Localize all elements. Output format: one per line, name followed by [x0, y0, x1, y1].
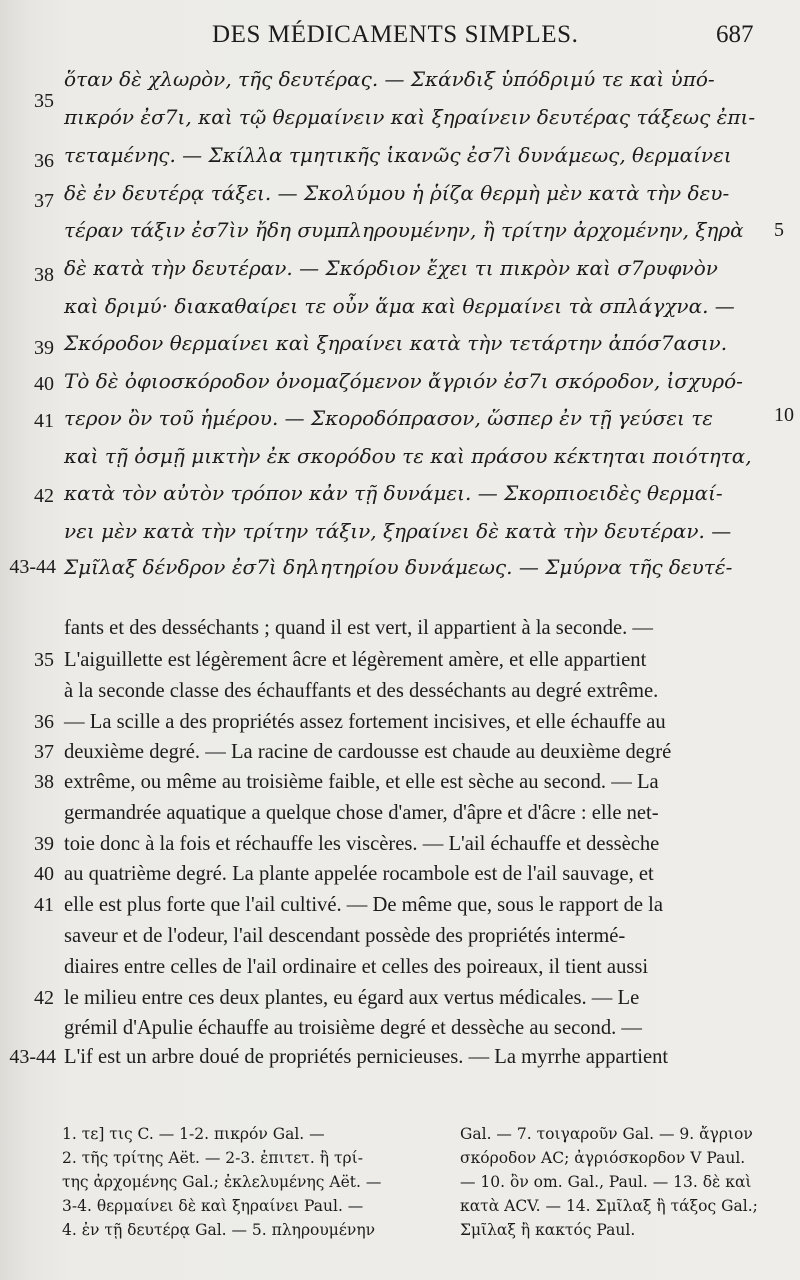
- greek-line-number: 41: [34, 410, 54, 432]
- french-line: le milieu entre ces deux plantes, eu égard aux vertus médicales. — Le: [64, 987, 640, 1009]
- greek-line-number: 39: [34, 337, 54, 359]
- french-line: fants et des desséchants ; quand il est vert, il appartient à la seconde. —: [64, 617, 654, 639]
- greek-line-number: 40: [34, 373, 54, 395]
- greek-line: τερον ὂν τοῦ ἡμέρου. — Σκοροδόπρασον, ὥσπερ ἐν τῇ γεύσει τε: [64, 406, 714, 430]
- french-line: deuxième degré. — La racine de cardousse est chaude au deuxième degré: [64, 741, 672, 763]
- french-line: L'aiguillette est légèrement âcre et légèrement amère, et elle appartient: [64, 649, 647, 671]
- greek-line: Τὸ δὲ ὀφιοσκόροδον ὀνομαζόμενον ἄγριόν ἐσ7ι σκόροδον, ἰσχυρό-: [64, 369, 743, 393]
- footnote-right-line: σκόροδον AC; ἀγριόσκορδον V Paul.: [460, 1149, 746, 1167]
- french-line-number: 36: [34, 711, 54, 733]
- french-line-number: 38: [34, 771, 54, 793]
- greek-margin-number-5: 5: [774, 219, 784, 241]
- greek-line: Σκόροδον θερμαίνει καὶ ξηραίνει κατὰ τὴν τετάρτην ἀπόσ7ασιν.: [64, 331, 728, 355]
- greek-line: πικρόν ἐσ7ι, καὶ τῷ θερμαίνειν καὶ ξηραίνειν δευτέρας τάξεως ἐπι-: [64, 105, 756, 129]
- running-header-title: DES MÉDICAMENTS SIMPLES.: [212, 21, 579, 48]
- greek-line: καὶ δριμύ· διακαθαίρει τε οὖν ἅμα καὶ θερμαίνει τὰ σπλάγχνα. —: [64, 294, 735, 318]
- french-line-number: 43-44: [9, 1046, 56, 1068]
- greek-line-number: 37: [34, 190, 54, 212]
- french-line-number: 40: [34, 863, 54, 885]
- footnote-right-line: — 10. ὂν om. Gal., Paul. — 13. δὲ καὶ: [460, 1173, 752, 1191]
- french-line: au quatrième degré. La plante appelée rocambole est de l'ail sauvage, et: [64, 863, 654, 885]
- french-line: germandrée aquatique a quelque chose d'amer, d'âpre et d'âcre : elle net-: [64, 802, 659, 824]
- greek-line: καὶ τῇ ὀσμῇ μικτὴν ἐκ σκορόδου τε καὶ πράσου κέκτηται ποιότητα,: [64, 444, 752, 468]
- french-line: elle est plus forte que l'ail cultivé. — De même que, sous le rapport de la: [64, 894, 664, 916]
- french-line: à la seconde classe des échauffants et des desséchants au degré extrême.: [64, 680, 659, 702]
- greek-line-number: 36: [34, 150, 54, 172]
- french-line-number: 42: [34, 987, 54, 1009]
- greek-line: ὅταν δὲ χλωρὸν, τῆς δευτέρας. — Σκάνδιξ ὑπόδριμύ τε καὶ ὑπό-: [64, 67, 715, 91]
- greek-line: δὲ ἐν δευτέρᾳ τάξει. — Σκολύμου ἡ ῥίζα θερμὴ μὲν κατὰ τὴν δευ-: [64, 181, 730, 205]
- french-line-number: 41: [34, 894, 54, 916]
- greek-line: τέραν τάξιν ἐσ7ὶν ἤδη συμπληρουμένην, ἢ τρίτην ἀρχομένην, ξηρὰ: [64, 218, 744, 242]
- footnote-left-line: της ἀρχομένης Gal.; ἐκλελυμένης Aët. —: [62, 1173, 382, 1191]
- footnote-left-line: 2. τῆς τρίτης Aët. — 2-3. ἐπιτετ. ἢ τρί-: [62, 1149, 363, 1167]
- greek-line-number: 42: [34, 485, 54, 507]
- footnote-left-line: 1. τε] τις C. — 1-2. πικρόν Gal. —: [62, 1125, 325, 1143]
- french-line: — La scille a des propriétés assez fortement incisives, et elle échauffe au: [64, 711, 666, 733]
- greek-line: τεταμένης. — Σκίλλα τμητικῆς ἱκανῶς ἐσ7ὶ δυνάμεως, θερμαίνει: [64, 143, 732, 167]
- french-line: diaires entre celles de l'ail ordinaire et celles des poireaux, il tient aussi: [64, 956, 649, 978]
- french-line: L'if est un arbre doué de propriétés pernicieuses. — La myrrhe appartient: [64, 1046, 669, 1068]
- greek-line: νει μὲν κατὰ τὴν τρίτην τάξιν, ξηραίνει δὲ κατὰ τὴν δευτέραν. —: [64, 519, 732, 543]
- footnote-right-line: Σμῖλαξ ἢ κακτός Paul.: [460, 1221, 636, 1239]
- footnote-left-line: 3-4. θερμαίνει δὲ καὶ ξηραίνει Paul. —: [62, 1197, 364, 1215]
- greek-line-number: 43-44: [9, 556, 56, 578]
- greek-line: Σμῖλαξ δένδρον ἐσ7ὶ δηλητηρίου δυνάμεως. — Σμύρνα τῆς δευτέ-: [64, 555, 733, 579]
- greek-line-number: 38: [34, 264, 54, 286]
- french-line: toie donc à la fois et réchauffe les viscères. — L'ail échauffe et dessèche: [64, 833, 660, 855]
- french-line-number: 37: [34, 741, 54, 763]
- french-line-number: 39: [34, 833, 54, 855]
- page-number: 687: [716, 21, 754, 48]
- french-line: extrême, ou même au troisième faible, et elle est sèche au second. — La: [64, 771, 659, 793]
- french-line: saveur et de l'odeur, l'ail descendant possède des propriétés intermé-: [64, 925, 626, 947]
- footnote-left-line: 4. ἐν τῇ δευτέρᾳ Gal. — 5. πληρουμένην: [62, 1221, 376, 1239]
- greek-line: κατὰ τὸν αὐτὸν τρόπον κἀν τῇ δυνάμει. — Σκορπιοειδὲς θερμαί-: [64, 481, 723, 505]
- greek-margin-number-10: 10: [774, 404, 794, 426]
- footnote-right-line: Gal. — 7. τοιγαροῦν Gal. — 9. ἄγριον: [460, 1125, 753, 1143]
- footnote-right-line: κατὰ ACV. — 14. Σμῖλαξ ἢ τάξος Gal.;: [460, 1197, 758, 1215]
- greek-line-number: 35: [34, 90, 54, 112]
- french-line-number: 35: [34, 649, 54, 671]
- french-line: grémil d'Apulie échauffe au troisième degré et dessèche au second. —: [64, 1017, 643, 1039]
- greek-line: δὲ κατὰ τὴν δευτέραν. — Σκόρδιον ἔχει τι πικρὸν καὶ σ7ρυφνὸν: [64, 256, 718, 280]
